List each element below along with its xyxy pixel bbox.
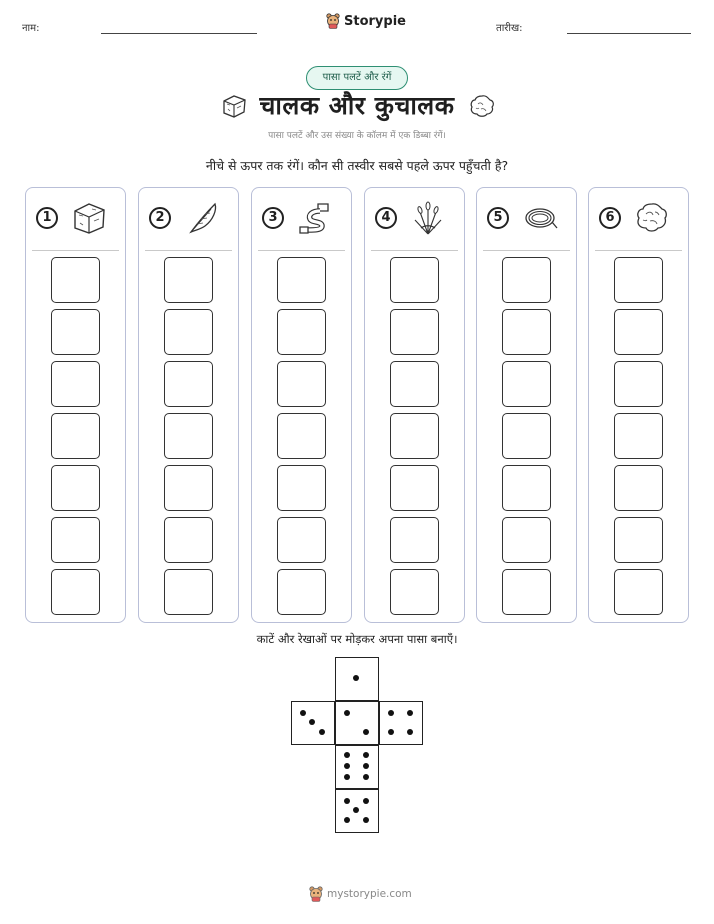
name-line[interactable] [101, 33, 257, 34]
column-divider [595, 250, 682, 251]
color-box[interactable] [277, 413, 326, 459]
cotton-ball-icon [468, 93, 496, 119]
pip [344, 710, 350, 716]
color-box[interactable] [502, 309, 551, 355]
column-2 [138, 187, 239, 623]
color-box[interactable] [390, 517, 439, 563]
die-face-6 [335, 745, 379, 789]
color-box[interactable] [164, 309, 213, 355]
feather-icon [183, 200, 221, 236]
column-1 [25, 187, 126, 623]
column-4 [364, 187, 465, 623]
pip [344, 763, 350, 769]
column-number: 4 [375, 207, 397, 229]
color-box[interactable] [51, 361, 100, 407]
pip [353, 807, 359, 813]
column-6 [588, 187, 689, 623]
color-box[interactable] [614, 465, 663, 511]
pip [344, 774, 350, 780]
pip [363, 798, 369, 804]
cotton-ball-icon [633, 200, 671, 236]
column-divider [371, 250, 458, 251]
column-divider [258, 250, 345, 251]
color-box[interactable] [614, 413, 663, 459]
column-number: 3 [262, 207, 284, 229]
pip [344, 798, 350, 804]
color-box[interactable] [164, 413, 213, 459]
bear-icon [326, 13, 340, 29]
page-title: चालक और कुचालक [259, 91, 455, 120]
brand-logo [326, 13, 406, 29]
pip [363, 817, 369, 823]
color-box[interactable] [614, 309, 663, 355]
footer-url[interactable]: mystorypie.com [327, 888, 412, 900]
subtitle: पासा पलटें और उस संख्या के कॉलम में एक डिब्बा रंगें। [268, 131, 446, 141]
instruction-text: नीचे से ऊपर तक रंगें। कौन सी तस्वीर सबसे पहले ऊपर पहुँचती है? [205, 158, 509, 173]
color-box[interactable] [51, 309, 100, 355]
ice-cube-icon [70, 200, 108, 236]
color-box[interactable] [51, 465, 100, 511]
column-divider [483, 250, 570, 251]
color-box[interactable] [164, 257, 213, 303]
color-box[interactable] [390, 257, 439, 303]
color-box[interactable] [390, 309, 439, 355]
pip [344, 817, 350, 823]
pip [353, 675, 359, 681]
color-box[interactable] [502, 361, 551, 407]
die-face-1-center [335, 701, 379, 745]
footer [309, 886, 412, 902]
color-box[interactable] [277, 257, 326, 303]
pip [363, 729, 369, 735]
pip [407, 729, 413, 735]
die-face-3 [291, 701, 335, 745]
bear-icon [309, 886, 323, 902]
date-label: तारीख: [496, 23, 523, 34]
column-number: 2 [149, 207, 171, 229]
color-box[interactable] [390, 413, 439, 459]
color-box[interactable] [390, 361, 439, 407]
pip [388, 729, 394, 735]
die-face-4 [379, 701, 423, 745]
pipe-icon [296, 200, 334, 236]
color-box[interactable] [164, 361, 213, 407]
column-5 [476, 187, 577, 623]
color-box[interactable] [164, 465, 213, 511]
color-box[interactable] [390, 465, 439, 511]
column-number: 1 [36, 207, 58, 229]
color-box[interactable] [164, 517, 213, 563]
pip [363, 752, 369, 758]
color-box[interactable] [164, 569, 213, 615]
color-box[interactable] [502, 569, 551, 615]
color-box[interactable] [277, 361, 326, 407]
die-face-1 [335, 657, 379, 701]
column-divider [145, 250, 232, 251]
column-divider [32, 250, 119, 251]
pip [300, 710, 306, 716]
wire-coil-icon [521, 200, 559, 236]
column-number: 6 [599, 207, 621, 229]
pip [407, 710, 413, 716]
color-box[interactable] [614, 361, 663, 407]
pip [388, 710, 394, 716]
color-box[interactable] [614, 569, 663, 615]
color-box[interactable] [502, 517, 551, 563]
color-box[interactable] [502, 413, 551, 459]
pip [363, 774, 369, 780]
color-box[interactable] [390, 569, 439, 615]
color-box[interactable] [51, 517, 100, 563]
brand-name: Storypie [344, 13, 406, 29]
color-box[interactable] [51, 257, 100, 303]
wheat-icon [409, 200, 447, 236]
pip [344, 752, 350, 758]
color-box[interactable] [51, 569, 100, 615]
color-box[interactable] [277, 465, 326, 511]
column-number: 5 [487, 207, 509, 229]
color-box[interactable] [277, 569, 326, 615]
name-label: नाम: [22, 23, 40, 34]
activity-pill: पासा पलटें और रंगें [306, 66, 408, 90]
pip [309, 719, 315, 725]
color-box[interactable] [502, 257, 551, 303]
color-box[interactable] [502, 465, 551, 511]
die-instruction: काटें और रेखाओं पर मोड़कर अपना पासा बनाएँ। [256, 632, 458, 646]
color-box[interactable] [614, 517, 663, 563]
date-line[interactable] [567, 33, 691, 34]
pip [319, 729, 325, 735]
die-face-5 [335, 789, 379, 833]
color-box[interactable] [277, 517, 326, 563]
pip [363, 763, 369, 769]
column-3 [251, 187, 352, 623]
color-box[interactable] [277, 309, 326, 355]
color-box[interactable] [51, 413, 100, 459]
color-box[interactable] [614, 257, 663, 303]
